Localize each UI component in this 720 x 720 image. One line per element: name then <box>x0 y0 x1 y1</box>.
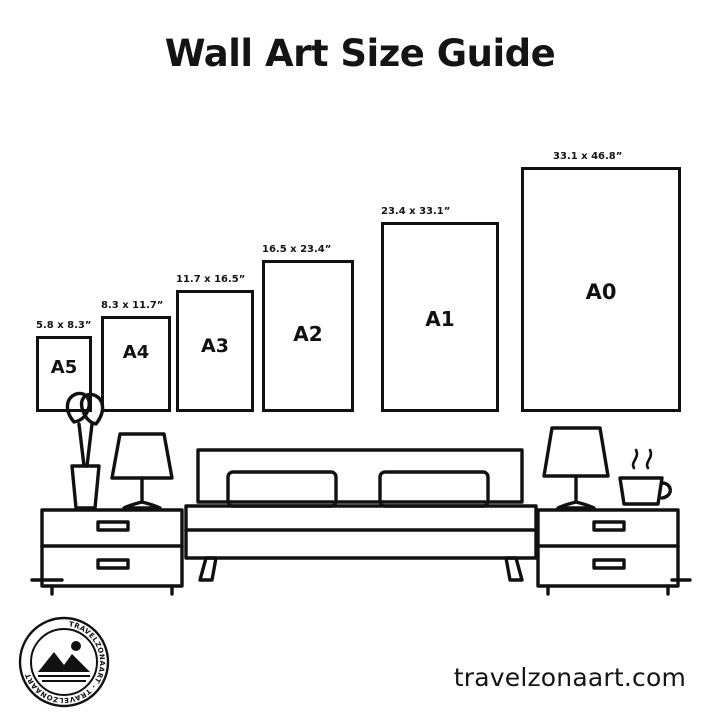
left-table-lamp <box>112 434 172 508</box>
left-nightstand <box>42 510 182 594</box>
frame-a4-label: A4 <box>122 342 150 363</box>
footer <box>0 610 720 720</box>
frame-a0-label: A0 <box>585 280 617 304</box>
frame-a2-dimensions: 16.5 x 23.4” <box>262 244 332 255</box>
frame-a3-label: A3 <box>201 335 229 357</box>
potted-plant <box>67 393 102 508</box>
coffee-cup <box>620 450 670 504</box>
right-nightstand <box>538 510 678 594</box>
frame-size-row <box>0 112 720 412</box>
bed <box>186 450 536 580</box>
bedroom-scene-svg <box>0 380 720 610</box>
brand-logo-text: TRAVELZONAART · TRAVELZONAART <box>23 620 107 705</box>
frame-a3-dimensions: 11.7 x 16.5” <box>176 274 246 285</box>
website-url[interactable]: travelzonaart.com <box>453 663 686 692</box>
frame-a0-dimensions: 33.1 x 46.8” <box>553 151 623 162</box>
brand-logo-icon <box>18 616 110 708</box>
page-title: Wall Art Size Guide <box>164 32 556 75</box>
frame-a0-box <box>521 167 681 412</box>
frame-a2-label: A2 <box>293 322 323 346</box>
brand-logo[interactable] <box>18 616 110 708</box>
frame-a5-dimensions: 5.8 x 8.3” <box>36 320 92 331</box>
frame-a5-label: A5 <box>50 357 78 378</box>
right-table-lamp <box>544 428 608 508</box>
frame-a4-dimensions: 8.3 x 11.7” <box>101 300 164 311</box>
frame-a1-label: A1 <box>425 307 455 331</box>
frame-a0[interactable] <box>521 151 681 412</box>
frame-a1-dimensions: 23.4 x 33.1” <box>381 206 451 217</box>
bedroom-scene <box>0 380 720 610</box>
